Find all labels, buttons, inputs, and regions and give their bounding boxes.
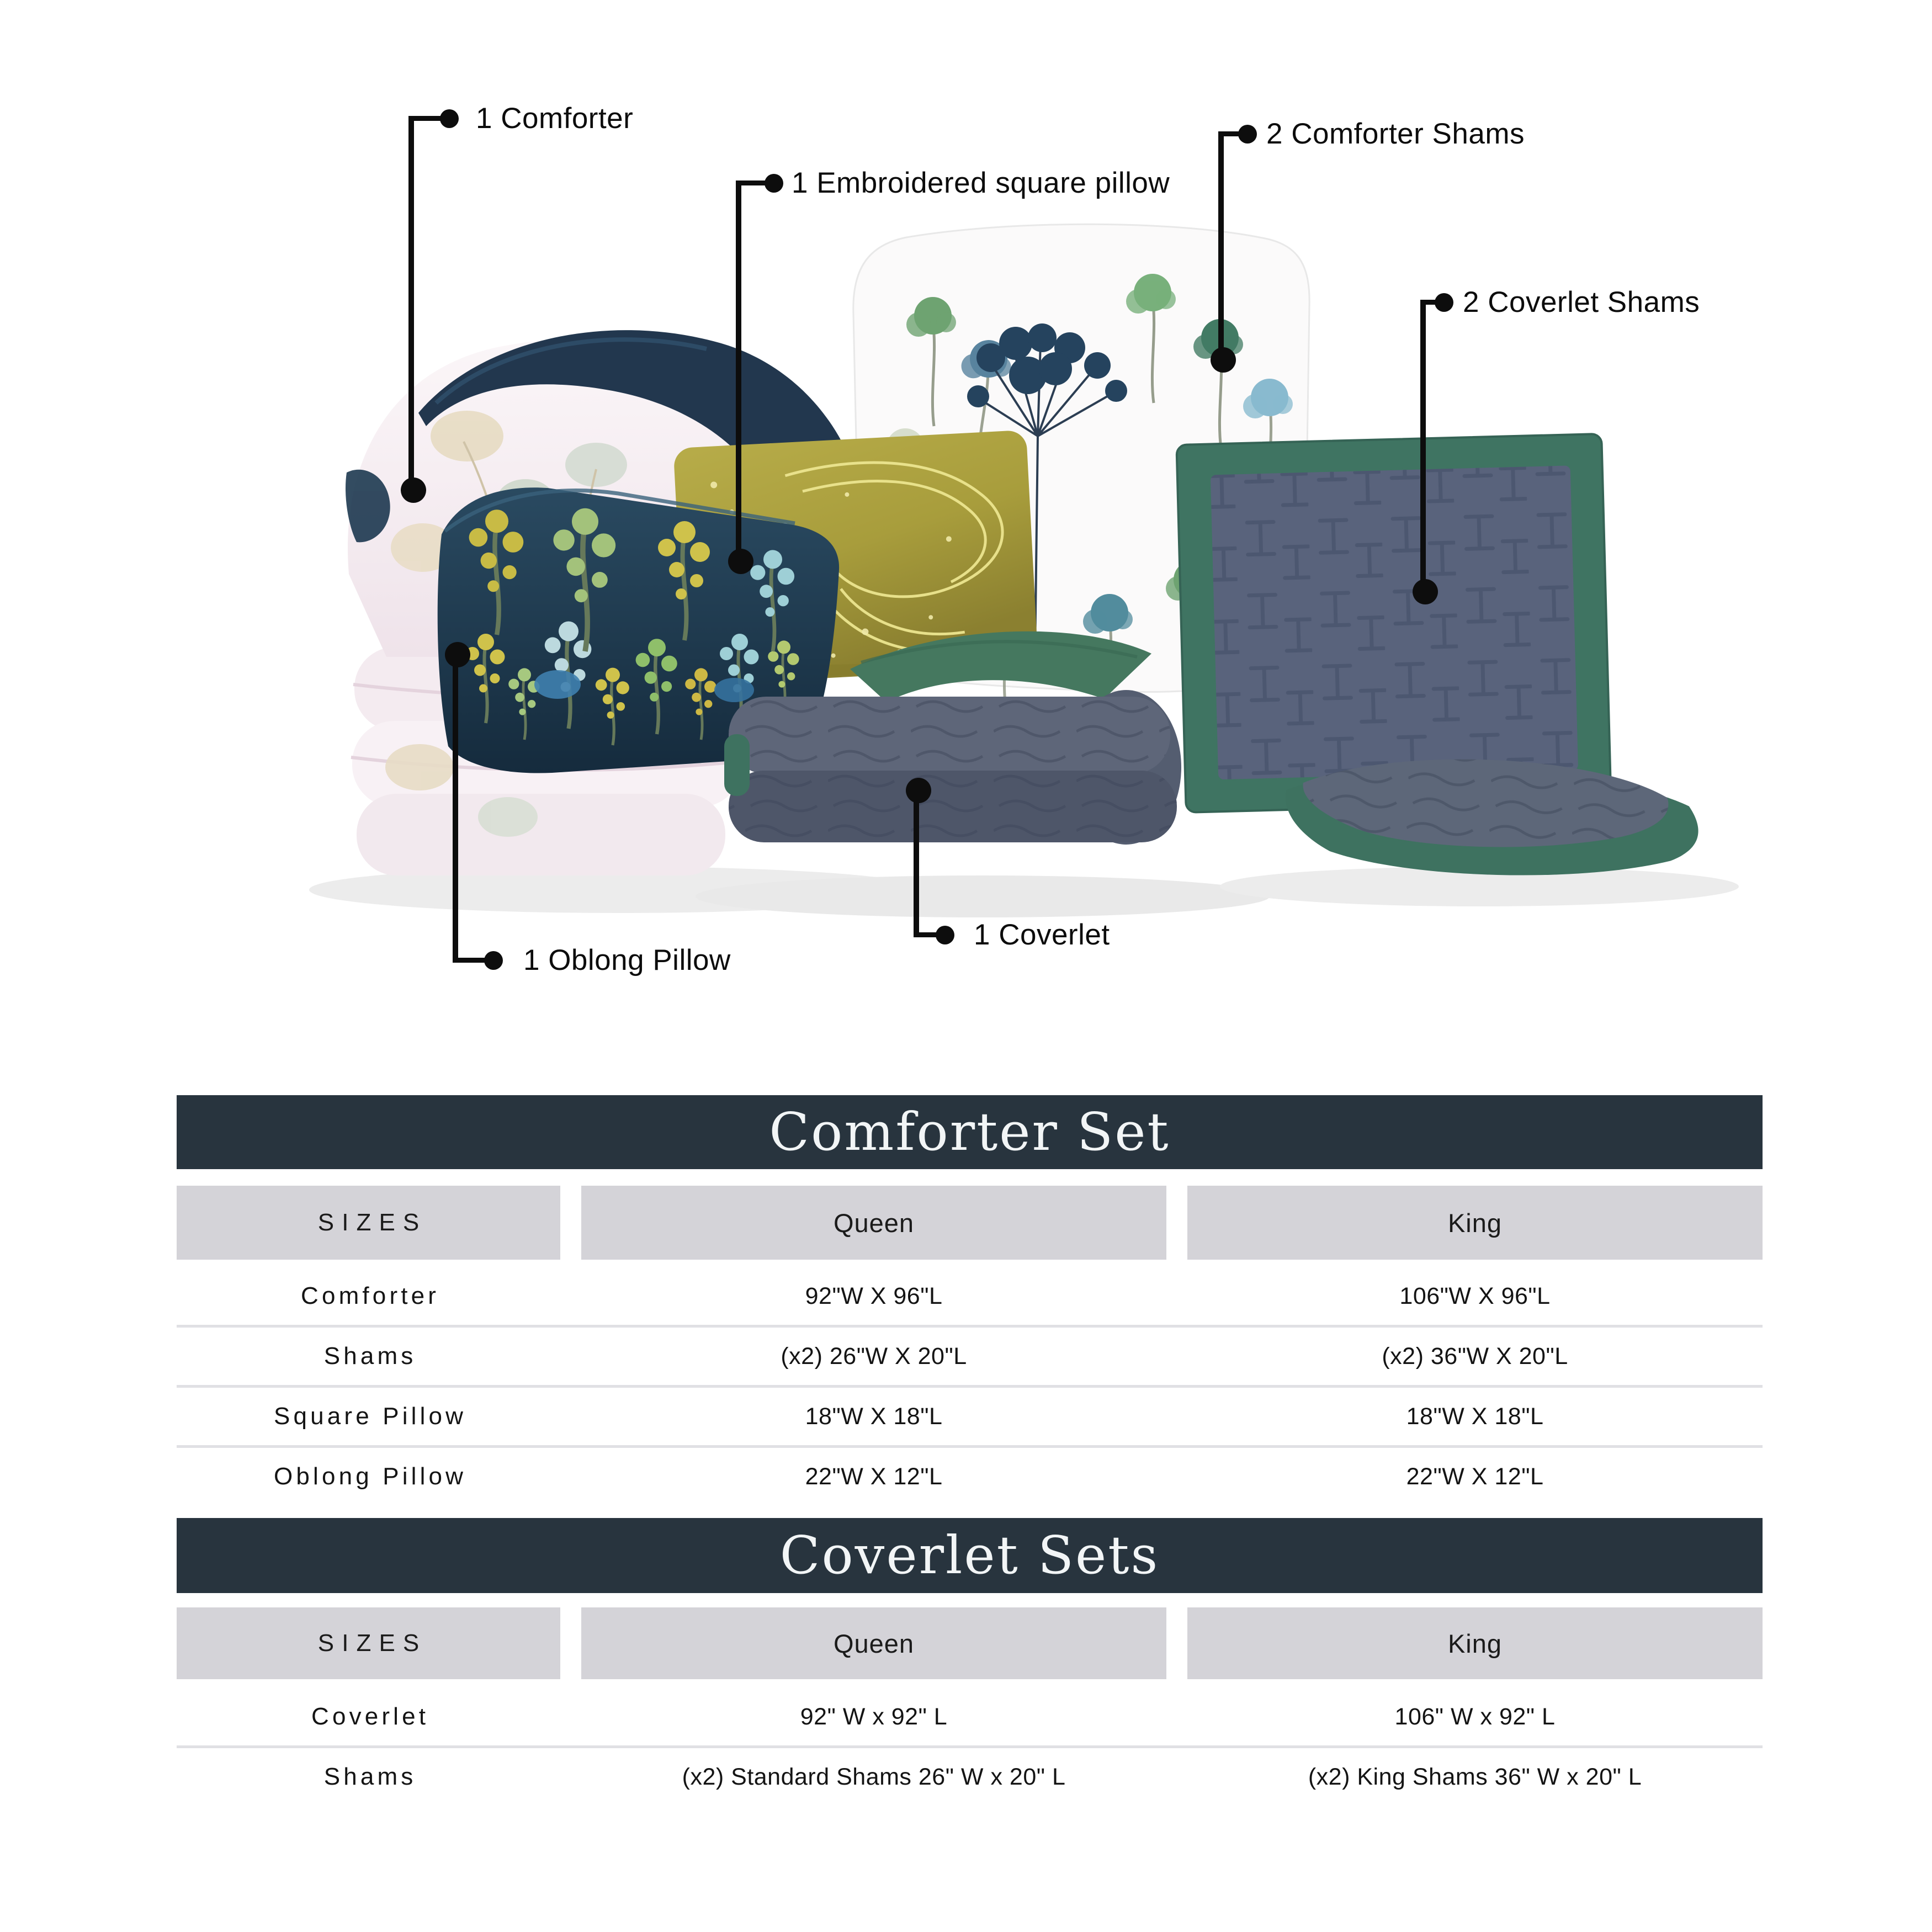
queen-size-cell: (x2) Standard Shams 26" W x 20" L [682, 1763, 1066, 1790]
callout-product-dot [906, 778, 931, 803]
coverlet-sets-table [177, 1518, 1763, 1806]
callout-label-dot [765, 174, 783, 193]
column-header-king: King [1187, 1607, 1763, 1679]
table-row [177, 1385, 1763, 1445]
row-label: Coverlet [311, 1703, 429, 1730]
queen-size-cell: (x2) 26"W X 20"L [781, 1342, 967, 1370]
column-headers [177, 1186, 1763, 1260]
queen-size-cell: 92" W x 92" L [800, 1703, 948, 1730]
column-header-sizes: SIZES [177, 1186, 560, 1260]
callout-product-dot [728, 549, 753, 574]
table-title: Comforter Set [769, 1102, 1170, 1163]
callout-line [1420, 302, 1426, 592]
callout-product-dot [445, 642, 470, 667]
king-size-cell: 106" W x 92" L [1394, 1703, 1556, 1730]
table-title-band [177, 1095, 1763, 1169]
callout-label: 1 Embroidered square pillow [792, 167, 1170, 199]
king-size-cell: 22"W X 12"L [1406, 1463, 1544, 1490]
table-row [177, 1325, 1763, 1385]
callout-label-dot [1238, 125, 1257, 144]
coverlet-sham-small [1283, 753, 1700, 882]
callout-label: 2 Comforter Shams [1266, 118, 1525, 150]
callout-label-dot [936, 926, 954, 944]
callout-line [453, 655, 458, 960]
callout-label: 1 Coverlet [974, 919, 1110, 951]
king-size-cell: (x2) 36"W X 20"L [1382, 1342, 1568, 1370]
table-row [177, 1267, 1763, 1325]
row-label: Oblong Pillow [274, 1463, 467, 1490]
king-size-cell: (x2) King Shams 36" W x 20" L [1308, 1763, 1642, 1790]
table-row [177, 1745, 1763, 1806]
table-rows [177, 1260, 1763, 1505]
table-title: Coverlet Sets [779, 1525, 1160, 1586]
column-headers [177, 1607, 1763, 1679]
king-size-cell: 18"W X 18"L [1406, 1403, 1544, 1430]
queen-size-cell: 22"W X 12"L [805, 1463, 943, 1490]
table-rows [177, 1679, 1763, 1806]
table-row [177, 1688, 1763, 1745]
callout-label-dot [484, 951, 503, 970]
callout-label: 1 Comforter [476, 102, 634, 135]
column-header-sizes: SIZES [177, 1607, 560, 1679]
callout-product-dot [401, 477, 426, 503]
callout-product-dot [1211, 347, 1236, 373]
queen-size-cell: 18"W X 18"L [805, 1403, 943, 1430]
callout-line [736, 183, 741, 561]
callout-line [1218, 134, 1224, 360]
callout-label: 2 Coverlet Shams [1463, 286, 1700, 319]
column-header-queen: Queen [581, 1607, 1166, 1679]
column-header-king: King [1187, 1186, 1763, 1260]
callout-label-dot [440, 109, 459, 128]
callout-line [408, 119, 414, 490]
callout-label-dot [1435, 293, 1453, 312]
row-label: Shams [323, 1342, 417, 1370]
table-title-band [177, 1518, 1763, 1593]
comforter-set-table [177, 1095, 1763, 1505]
callout-label: 1 Oblong Pillow [523, 944, 731, 976]
column-header-queen: Queen [581, 1186, 1166, 1260]
callout-product-dot [1413, 579, 1438, 604]
queen-size-cell: 92"W X 96"L [805, 1282, 943, 1309]
row-label: Comforter [301, 1282, 440, 1309]
row-label: Square Pillow [274, 1403, 467, 1430]
callout-line [914, 790, 919, 935]
king-size-cell: 106"W X 96"L [1399, 1282, 1551, 1309]
table-row [177, 1445, 1763, 1505]
coverlet-sham [1176, 434, 1611, 813]
row-label: Shams [323, 1763, 417, 1790]
